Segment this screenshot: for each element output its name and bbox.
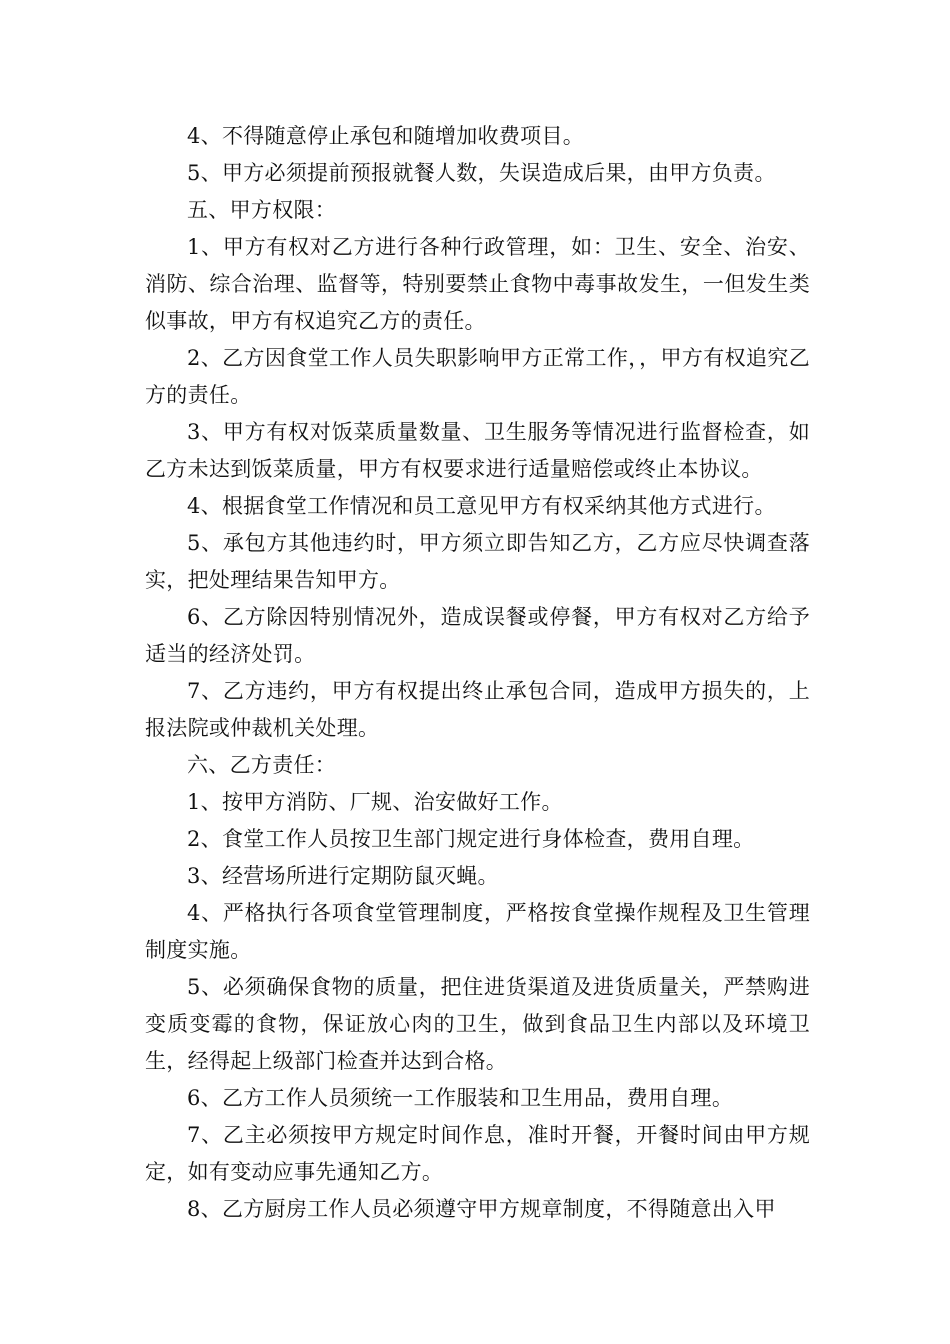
paragraph: 1、按甲方消防、厂规、治安做好工作。 <box>187 790 563 814</box>
paragraph: 2、食堂工作人员按卫生部门规定进行身体检查，费用自理。 <box>187 827 755 851</box>
paragraph: 6、乙方工作人员须统一工作服装和卫生用品，费用自理。 <box>187 1086 734 1110</box>
section-heading: 六、乙方责任： <box>187 753 337 777</box>
paragraph: 3、甲方有权对饭菜质量数量、卫生服务等情况进行监督检查，如乙方未达到饭菜质量，甲方有权要求进行适量赔偿或终止本协议。 <box>145 420 810 481</box>
paragraph: 4、不得随意停止承包和随增加收费项目。 <box>187 124 585 148</box>
paragraph: 8、乙方厨房工作人员必须遵守甲方规章制度，不得随意出入甲 <box>187 1197 776 1221</box>
paragraph: 4、严格执行各项食堂管理制度，严格按食堂操作规程及卫生管理制度实施。 <box>145 901 810 962</box>
document-body <box>145 118 810 1228</box>
paragraph: 6、乙方除因特别情况外，造成误餐或停餐，甲方有权对乙方给予适当的经济处罚。 <box>145 605 810 666</box>
paragraph: 5、承包方其他违约时，甲方须立即告知乙方，乙方应尽快调查落实，把处理结果告知甲方。 <box>145 531 810 592</box>
paragraph: 2、乙方因食堂工作人员失职影响甲方正常工作，，甲方有权追究乙方的责任。 <box>145 346 810 407</box>
paragraph: 3、经营场所进行定期防鼠灭蝇。 <box>187 864 499 888</box>
paragraph: 4、根据食堂工作情况和员工意见甲方有权采纳其他方式进行。 <box>187 494 776 518</box>
paragraph: 5、必须确保食物的质量，把住进货渠道及进货质量关，严禁购进变质变霉的食物，保证放心肉的卫生，做到食品卫生内部以及环境卫生，经得起上级部门检查并达到合格。 <box>145 975 810 1073</box>
paragraph: 1、甲方有权对乙方进行各种行政管理，如：卫生、安全、治安、消防、综合治理、监督等，特别要禁止食物中毒事故发生，一但发生类似事故，甲方有权追究乙方的责任。 <box>145 235 810 333</box>
paragraph: 7、乙主必须按甲方规定时间作息，准时开餐，开餐时间由甲方规定，如有变动应事先通知乙方。 <box>145 1123 810 1184</box>
section-heading: 五、甲方权限： <box>187 198 337 222</box>
paragraph: 5、甲方必须提前预报就餐人数，失误造成后果，由甲方负责。 <box>187 161 776 185</box>
paragraph: 7、乙方违约，甲方有权提出终止承包合同，造成甲方损失的，上报法院或仲裁机关处理。 <box>145 679 810 740</box>
